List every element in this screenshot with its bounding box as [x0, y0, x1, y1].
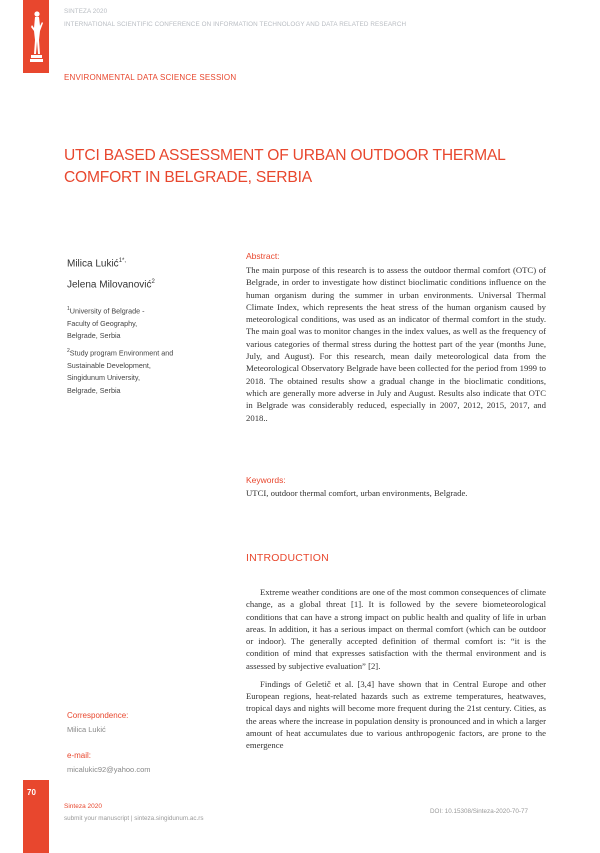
abstract-heading: Abstract: [246, 251, 280, 261]
introduction-body [246, 586, 546, 757]
correspondence-heading: Correspondence: [67, 711, 129, 720]
author: Jelena Milovanović$^2$ [67, 279, 155, 291]
conference-short: SINTEZA 2020 [64, 8, 108, 15]
email-address[interactable]: micalukic92@yahoo.com [67, 765, 151, 774]
author-list [67, 252, 155, 295]
email-heading: e-mail: [67, 751, 92, 760]
author: Milica Lukić$^{1*,}$ [67, 258, 127, 270]
correspondence-name: Milica Lukić [67, 725, 106, 734]
page-number: 70 [27, 788, 36, 797]
paragraph: Findings of Geletič et al. [3,4] have shown that in Central Europe and other European regions, heat-related hazards such as extreme temperatures, heatwaves, tropical days and nights will become more frequent during the 21st century. Cities, as the areas where the increase in population density is pronounced and in which a larger amount of heat accumulates due to various anthropogenic factors, are prone to the emergence [246, 678, 546, 750]
statue-logo-icon [28, 10, 44, 64]
affiliations [67, 303, 182, 400]
session-label: ENVIRONMENTAL DATA SCIENCE SESSION [64, 73, 237, 82]
conference-header [64, 5, 406, 31]
abstract-text: The main purpose of this research is to assess the outdoor thermal comfort (OTC) of Belgrade, in order to investigate how distinct bioclimatic conditions influence on the human organism during the summer in urban environments. Universal Thermal Climate Index, which represents the heat stress of the human organism caused by meteorological conditions, was used as an indicator of thermal comfort in the study. The main goal was to monitor changes in the index values, as well as the frequency of various categories of thermal stress during the hottest part of the year (months June, July, and August). For this research, mean daily meteorological data from the Meteorological Observatory Belgrade have been collected for the period from 1999 to 2018. The obtained results show a gradual change in the bioclimatic conditions, which are generally more adverse in July and August. Results also indicate that OTC in Belgrade was considerably reduced, especially in 2007, 2012, 2015, 2017, and 2018.. [246, 265, 546, 423]
title-line: UTCI BASED ASSESSMENT OF URBAN OUTDOOR THERMAL [64, 147, 506, 164]
affiliation: $^1$University of Belgrade - Faculty of Geography, Belgrade, Serbia [67, 306, 145, 340]
header-accent-bar [23, 0, 49, 73]
conference-full: INTERNATIONAL SCIENTIFIC CONFERENCE ON INFORMATION TECHNOLOGY AND DATA RELATED RESEARCH [64, 21, 407, 28]
paper-title [64, 145, 534, 189]
footer-submit-link[interactable]: submit your manuscript | sinteza.singidunum.ac.rs [64, 815, 204, 822]
footer-conference: Sinteza 2020 [64, 803, 102, 810]
doi-link[interactable]: DOI: 10.15308/Sinteza-2020-70-77 [430, 808, 529, 815]
title-line: COMFORT IN BELGRADE, SERBIA [64, 169, 312, 186]
keywords-text: UTCI, outdoor thermal comfort, urban environments, Belgrade. [246, 488, 468, 498]
affiliation: $^2$Study program Environment and Sustainable Development, Singidunum University, Belgrade, Serbia [67, 348, 174, 395]
introduction-heading: INTRODUCTION [246, 552, 329, 564]
keywords-heading: Keywords: [246, 475, 286, 485]
paragraph: Extreme weather conditions are one of the most common consequences of climate change, as a global threat [1]. It is followed by the severe biometeorological conditions that can have a strong impact on public health and quality of life in urban areas. In addition, it has a serious impact on thermal comfort (which can be outdoor or indoor). The generally accepted definition of thermal comfort is: “it is the condition of mind that expresses satisfaction with the thermal environment and is assessed by subjective evaluation” [2]. [246, 587, 546, 671]
